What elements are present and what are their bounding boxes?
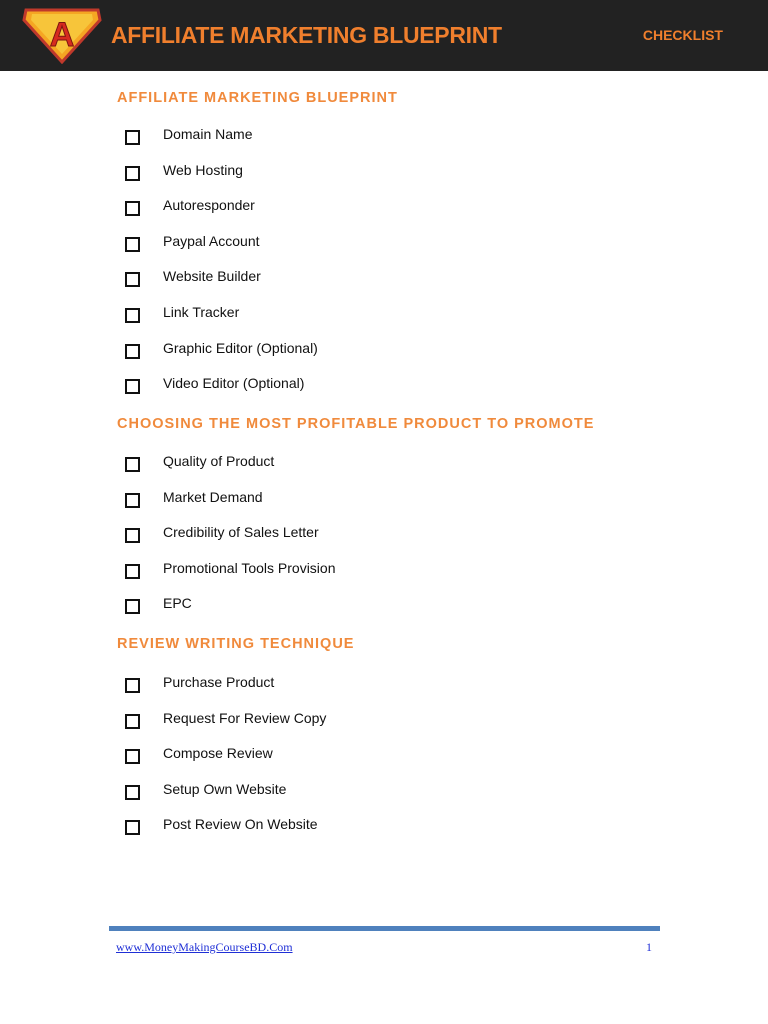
checkbox[interactable] xyxy=(125,820,140,835)
section-heading: CHOOSING THE MOST PROFITABLE PRODUCT TO PROMOTE xyxy=(117,416,595,432)
checkbox[interactable] xyxy=(125,272,140,287)
checklist-item-label: Credibility of Sales Letter xyxy=(163,524,319,541)
website-link[interactable]: www.MoneyMakingCourseBD.Com xyxy=(116,940,293,954)
checklist-item xyxy=(117,674,677,714)
page-header xyxy=(0,0,768,71)
checkbox[interactable] xyxy=(125,344,140,359)
checklist-item-label: Quality of Product xyxy=(163,453,275,469)
checklist-item-label: Compose Review xyxy=(163,745,273,762)
checklist-item-label: Market Demand xyxy=(163,488,263,505)
section-heading: REVIEW WRITING TECHNIQUE xyxy=(117,636,355,652)
checkbox[interactable] xyxy=(125,564,140,579)
checkbox[interactable] xyxy=(125,493,140,508)
checkbox[interactable] xyxy=(125,457,140,472)
checklist-item xyxy=(117,268,677,308)
superhero-shield-logo-icon xyxy=(22,6,102,64)
checklist-item-label: Post Review On Website xyxy=(163,816,318,833)
checkbox[interactable] xyxy=(125,201,140,216)
checkbox[interactable] xyxy=(125,308,140,323)
checkbox[interactable] xyxy=(125,130,140,145)
checklist xyxy=(117,126,677,415)
checkbox[interactable] xyxy=(125,785,140,800)
checkbox[interactable] xyxy=(125,379,140,394)
checklist-item-label: Video Editor (Optional) xyxy=(163,375,305,392)
checklist-item xyxy=(117,453,677,493)
checklist-item xyxy=(117,559,677,600)
checklist-item xyxy=(117,375,677,415)
checklist-item xyxy=(117,745,677,785)
checklist-item xyxy=(117,232,677,273)
checklist-item-label: Graphic Editor (Optional) xyxy=(163,339,318,356)
checklist xyxy=(117,453,677,635)
checklist-item-label: Promotional Tools Provision xyxy=(163,559,336,576)
checklist-item-label: EPC xyxy=(163,595,192,612)
checklist-item-label: Link Tracker xyxy=(163,303,240,320)
checklist-item xyxy=(117,339,677,380)
checklist-item-label: Web Hosting xyxy=(163,161,243,178)
checklist-item-label: Autoresponder xyxy=(163,197,255,214)
checklist-item-label: Website Builder xyxy=(163,268,261,285)
checklist xyxy=(117,674,677,856)
checkbox[interactable] xyxy=(125,749,140,764)
checklist-item xyxy=(117,595,677,635)
checklist-item xyxy=(117,524,677,564)
header-title: AFFILIATE MARKETING BLUEPRINT xyxy=(111,22,502,48)
checklist-item-label: Purchase Product xyxy=(163,674,275,690)
section-blueprint xyxy=(117,88,677,415)
checklist-item xyxy=(117,126,677,166)
checklist-item xyxy=(117,303,677,344)
checklist-item-label: Paypal Account xyxy=(163,232,260,249)
page-number: 1 xyxy=(646,940,652,954)
checkbox[interactable] xyxy=(125,166,140,181)
section-profitable-product xyxy=(117,414,677,635)
svg-text:A: A xyxy=(49,16,75,54)
checklist-item xyxy=(117,709,677,750)
checklist-badge: CHECKLIST xyxy=(642,27,723,43)
section-review-writing xyxy=(117,634,677,856)
checkbox[interactable] xyxy=(125,528,140,543)
checkbox[interactable] xyxy=(125,678,140,693)
checklist-item xyxy=(117,197,677,237)
checkbox[interactable] xyxy=(125,599,140,614)
checklist-item xyxy=(117,488,677,529)
checklist-item xyxy=(117,161,677,202)
footer-divider xyxy=(109,926,660,931)
checkbox[interactable] xyxy=(125,714,140,729)
checklist-item-label: Domain Name xyxy=(163,126,253,142)
section-heading: AFFILIATE MARKETING BLUEPRINT xyxy=(117,90,398,106)
checklist-item xyxy=(117,816,677,856)
checklist-item xyxy=(117,780,677,821)
checkbox[interactable] xyxy=(125,237,140,252)
checklist-item-label: Setup Own Website xyxy=(163,780,287,797)
checklist-item-label: Request For Review Copy xyxy=(163,709,327,726)
